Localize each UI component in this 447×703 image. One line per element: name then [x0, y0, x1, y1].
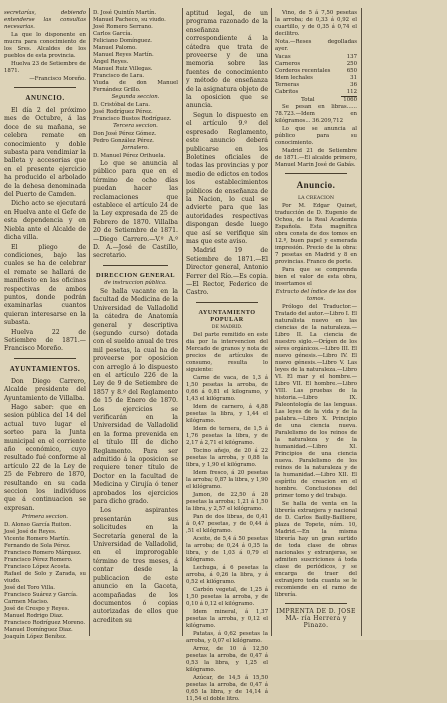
list-item: José Rodríguez Pérez.	[93, 109, 153, 115]
list-item: Carlos García.	[93, 31, 133, 37]
text-paragraph: Se pesan en libras...... 78.723.—Idem en kilógramos... 36.209,712	[275, 104, 357, 124]
text-paragraph: Del parte remitido en este dia por la intervencion del Mercado de granos y nota de precios de artículos de consumo, resulta lo siguiente:	[186, 331, 268, 373]
price-item: Azúcar, de 14,5 á 15,50 pesetas la arroba, de 0,47 á 0,65 la libra, y de 14,14 á 11,54 el doble litro.	[186, 674, 268, 702]
subsection-title: Extracto del índice de los dos tomos.	[275, 289, 357, 302]
imprint: IMPRENTA DE D. JOSE MA- ría Herrera y Pinazo.	[276, 608, 356, 629]
list-item: Manuel Domínguez Diaz.	[4, 627, 73, 634]
list-item: Francisco Rodríguez Moreno.	[4, 620, 86, 627]
list-item: Manuel Reyes Martín.	[93, 52, 154, 58]
section-title: AYUNTAMIENTO POPULAR	[198, 308, 256, 323]
list-item: D. Cristóbal de Lara.	[93, 102, 150, 108]
table-cell: 137	[346, 54, 357, 60]
table-cell: 36	[350, 82, 357, 88]
table-cell: 250	[346, 61, 357, 67]
signature-line: —Francisco Moreño.	[29, 76, 86, 82]
table-row	[275, 82, 357, 89]
section-title: ANUNCIO.	[25, 94, 65, 102]
list-item: Manuel Pacheco, su viudo.	[93, 17, 166, 23]
price-item: Jamon, de 22,50 á 28 pesetas la arroba; 1,21 á 1,50 la libra, y 2,57 el kilógramo.	[186, 491, 268, 512]
column-3	[186, 10, 268, 702]
list-item: Don José Pérez Gómez.	[93, 131, 157, 137]
date-line: Madrid 19 de Setiembre de 1871.—El Director general, Antonio Ferrer del Río.—Es copia.—El Rector, Federico de Castro.	[186, 247, 268, 297]
column-rule	[361, 8, 362, 636]
text-paragraph: Los aspirantes presentarán sus solicitudes en la Secretaría general de la Universidad de Valladolid, en el improrogable término de tres meses, á contar desde la publicacion de este anuncio en la Gaceta, acompañadas de los documentos ó copias autorizadas de ellos que acrediten su	[93, 507, 178, 624]
date-line: Huelva 22 de Setiembre de 1871.—Francisco Moreño.	[4, 328, 86, 353]
text-paragraph: Lo que se anuncia al público para que en el término de ocho días puedan hacer las reclamaciones que establece el artículo 24 de la Ley expresada de 25 de Febrero de 1870. Villalba 20 de Setiembre de 1871.—Diego Carrero.—V.º A.º D. A.—José de Castillo, secretario.	[93, 160, 178, 260]
column-1	[4, 10, 86, 641]
text-paragraph: Hago saber: que en sesion pública del 14 del actual tuvo lugar el sorteo para la Junta municipal en el corriente año económico, cuyo resultado fué conforme al artículo 22 de la Ley de 25 de Febrero de 1870, resultando en su cada seccion los individuos que á continuacion se expresan.	[4, 404, 86, 512]
list-item: Fernando de Sola Pérez.	[4, 543, 71, 550]
text-paragraph: Lo que se anuncia al público para su conocimiento.	[275, 126, 357, 146]
list-item: Francisco López Acosta.	[4, 564, 71, 571]
text-paragraph: secretarías, debiendo entenderse las consultas necesarias.	[4, 10, 86, 30]
text-paragraph: Se halla vacante en la facultad de Medicina de la Universidad de Valladolid la cátedra de Anatomía general y descriptiva (segundo curso) dotada con el sueldo anual de tres mil pesetas, la cual ha de proveerse por oposicion con arreglo á lo dispuesto en el artículo 226 de la Ley de 9 de Setiembre de 1857 y 8.º del Reglamento de 15 de Enero de 1870. Los ejercicios se verificarán en la Universidad de Valladolid en la forma prevenida en el título III de dicho Reglamento. Para ser admitido á la oposicion se requiere tener título de Doctor en la facultad de Medicina y Cirujía ó tener aprobados los ejercicios para dicho grado.	[93, 287, 178, 506]
date-line: Huelva 23 de Setiembre de 1871.	[4, 61, 86, 74]
list-item: Manuel Palomo.	[93, 45, 137, 51]
list-item: Viuda de don Manuel Fernández Grillo.	[93, 80, 178, 93]
table-row	[275, 61, 357, 68]
table-row	[275, 75, 357, 82]
text-paragraph: Segun lo dispuesto en el artículo 9.º del espresado Reglamento, este anuncio deberá publicarse en los Boletines oficiales de todas las provincias y por medio de edictos en todos los establecimientos públicos de enseñanza de la Nacion, lo cual se advierte para que las autoridades respectivas dispongan desde luego que así se verifique sin mas que este aviso.	[186, 111, 268, 245]
list-item: Francisco Bustos Rodríguez.	[93, 116, 172, 122]
section-title: AYUNTAMIENTOS.	[9, 364, 81, 373]
table-cell: Idem lechales	[275, 75, 313, 81]
subsection-title: de instruccion pública.	[104, 279, 167, 286]
table-cell: Corderos recentales	[275, 68, 331, 74]
list-item: Francisco de Lara.	[93, 73, 145, 79]
text-paragraph: Prólogo del Traductor.—Tratado del autor.—Libro I. El naturalista nuevo en las ciencias de la naturaleza.—Libro II. La ciencia de nuestro siglo.—Orígen de los séres orgánicos.—Libro III. El nuevo génesis.—Libro IV. El nuevo génesis.—Libro V. Las leyes de la naturaleza.—Libro VI. El mar y el hombre.—Libro VII. El hombre.—Libro VIII. Las pruebas de la historia.—Libro IX. Paleontología de las lenguas. Las leyes de la vida y de la palabra.—Libro X. Principio de una ciencia nueva. Paralelismo de los reinos de la naturaleza y de la humanidad.—Libro XI. Principios de una ciencia nueva. Paralelismo de los reinos de la naturaleza y de la humanidad.—Libro XII. El espíritu de creacion en el hombre. Conclusiones del primer tomo y del trabajo.	[275, 304, 357, 499]
table-row	[275, 54, 357, 61]
text-paragraph: Por M. Edgar Quinet, traducción de D. Eugenio de Ochoa, de la Real Academia Española. Esta magnífica obra consta de dos tomos en 12.º, buen papel y esmerada impresión. Precio de la obra: 7 pesetas en Madrid y 8 en provincias. Franco de porte.	[275, 203, 357, 265]
list-item: Rafael de Solo y Zarada, su viudo.	[4, 571, 86, 585]
list-item: Francisco Pérez Romero.	[4, 557, 73, 564]
table-cell: Vacas	[275, 54, 291, 60]
text-paragraph: La que lo disponente en mucra para conocimiento de los Sres. Alcaldes de los pueblos de esta provincia.	[4, 32, 86, 59]
text-paragraph: Se halla de venta en la librería extranjera y nacional de D. Carlos Bailly-Bailliere, plaza de Topete, núm. 10, Madrid.—En la misma librería hay un gran surtido de toda clase de obras nacionales y extranjeras, se admiten suscriciones á toda clase de periódicos, y se encarga de traer del extranjero toda cuanta se le recomiende en el ramo de librería.	[275, 501, 357, 598]
table-cell: Total	[301, 96, 315, 103]
list-item: Manuel Ruiz Villegas.	[93, 66, 153, 72]
list-item: Joaquín López Benítez.	[4, 634, 67, 641]
list-item: Feliciano Domínguez.	[93, 38, 153, 44]
subsection-title: DE MADRID.	[211, 324, 243, 330]
name-list	[93, 102, 178, 123]
section-title: Anuncio.	[296, 180, 336, 190]
column-2	[93, 10, 178, 634]
text-paragraph: Don Diego Carrero, Alcalde presidente del Ayuntamiento de Villalba.	[4, 377, 86, 402]
slaughter-table	[275, 54, 357, 104]
list-item: José de Crespo y Reyes.	[4, 606, 70, 613]
price-item: Carne de vaca, de 1,3 á 1,50 pesetas la arroba, de 0,66 á 0,81 el kilogramo, y 1,43 el kilógramo.	[186, 374, 268, 402]
table-cell: 112	[346, 89, 357, 95]
price-item: Tocino añejo, de 20 á 22 pesetas la arroba, y 0,88 la libra, y 1,90 el kilógramo.	[186, 447, 268, 468]
price-item: Patatas, á 0,62 pesetas la arroba, y 0,07 el kilógramo.	[186, 630, 268, 644]
name-list	[93, 153, 178, 160]
name-list	[93, 10, 178, 94]
subsection-title: Primera seccion.	[22, 514, 68, 521]
table-title: Nota.—Reses degolladas ayer.	[275, 39, 357, 52]
price-item: Aceite, de 5,4 á 50 pesetas la arroba; de 0,24 á 0,35 la libra, y de 1,03 á 0,79 el kilógramo.	[186, 535, 268, 563]
price-item: Idem de ternera, de 1,5 á 1,76 pesetas la libra, y de 2,17 á 2,71 el kilógramo.	[186, 425, 268, 446]
column-rule	[271, 8, 272, 636]
name-list	[4, 522, 86, 641]
list-item: D. José Quintín Martín.	[93, 10, 157, 16]
column-rule	[182, 8, 183, 636]
list-item: D. Alonso García Ruiton.	[4, 522, 72, 529]
table-total-row	[275, 97, 357, 105]
date-line: Madrid 21 de Setiembre de 1871.—El alcalde primero, Manuel Marin José de Gabás.	[275, 148, 357, 168]
column-4	[275, 10, 357, 634]
price-item: Idem fresco, á 20 pesetas la arroba; 0,87 la libra, y 1,90 el kilógramo.	[186, 469, 268, 490]
list-item: Vicente Romero Martín.	[4, 536, 70, 543]
text-paragraph: El pliego de condiciones, bajo las cuales se ha de celebrar el remate se hallará de manifiesto en las oficinas respectivas de ambos puntos, donde podrán examinarlas cuantos quieran interesarse en la subasta.	[4, 243, 86, 327]
section-title: DIRECCION GENERAL	[96, 271, 175, 279]
list-item: D. Manuel Pérez Orihuela.	[93, 153, 166, 159]
name-list	[93, 131, 178, 145]
table-cell: 650	[346, 68, 357, 74]
table-cell: Cabritos	[275, 89, 299, 96]
subsection-title: Tercera seccion.	[113, 123, 158, 129]
price-item: Idem de carnero, á 4,88 pesetas la libra, y 1,44 el kilógramo.	[186, 403, 268, 424]
table-row	[275, 68, 357, 75]
list-item: José José de Reyes.	[4, 529, 57, 536]
price-item: Idem mineral, á 1,37 pesetas la arroba, y 0,12 el kilógramo.	[186, 608, 268, 629]
price-item: Arroz, de 10 á 12,50 pesetas la arroba, de 0,47 á 0,53 la libra, y 1,25 el kilógramo.	[186, 645, 268, 673]
price-item: Carbón vegetal, de 1,25 á 1,50 pesetas la arroba, y de 0,10 á 0,12 el kilógramo.	[186, 586, 268, 607]
text-paragraph: El día 2 del próximo mes de Octubre, á las doce de su mañana, se celebra remate en conocimiento y doble subasta para vendimiar la balleta y accesorias que en el presente ejercicio ha producido el arbolado de la dehesa denominada del Puerto de Camden.	[4, 107, 86, 199]
text-paragraph: Vino, de 5 á 7,50 pesetas la arroba; de 0,33 á 0,92 el cuartillo, y de 0,35 á 0,74 el decilitro.	[275, 10, 357, 37]
list-item: José Romero Serrano.	[93, 24, 153, 30]
table-cell: 31	[350, 75, 357, 81]
table-cell: 1060	[341, 97, 357, 105]
table-cell: Carneros	[275, 61, 301, 67]
table-cell: Terneras	[275, 82, 300, 88]
divider	[285, 603, 347, 604]
divider	[103, 265, 168, 266]
text-paragraph: Dicho acto se ejecutará en Huelva ante el Gefe de esta dependencia y en Niebla ante el Alcalde de dicha villa.	[4, 200, 86, 242]
list-item: José del Toro Villa.	[4, 585, 56, 592]
text-paragraph: Para que se comprenda bien el valor de esta obra, insertamos el	[275, 267, 357, 287]
divider	[14, 87, 76, 88]
divider	[285, 173, 347, 174]
list-item: Ángel Reyes.	[93, 59, 129, 65]
table-row	[275, 89, 357, 97]
divider	[196, 302, 258, 303]
list-item: Pedro González Pérez.	[93, 138, 155, 144]
list-item: Francisco Romero Márquez.	[4, 550, 82, 557]
subsection-title: Segunda seccion.	[111, 94, 160, 100]
price-item: Lechuga, á 6 pesetas la arroba, á 0,26 la libra, y á 0,52 el kilógramo.	[186, 564, 268, 585]
text-paragraph: aptitud legal, de un programa razonado de la enseñanza correspondiente á la cátedra que trata de proveerse y de una memoria sobre las fuentes de conocimiento y método de enseñanza de la asignatura objeto de la oposicion que se anuncia.	[186, 10, 268, 110]
subsection-title: LA CREACION	[297, 196, 335, 201]
subsection-title: Jornalero.	[121, 145, 150, 151]
list-item: Carmen Maciso.	[4, 599, 49, 606]
price-item: Pan de dos libras, de 0,41 á 0,47 pesetas, y de 0,44 á ,51 el kilógramo.	[186, 513, 268, 534]
list-item: Francisco Suárez y García.	[4, 592, 78, 599]
column-rule	[89, 8, 90, 636]
divider	[14, 358, 76, 359]
list-item: Manuel Rodrigo Diaz.	[4, 613, 64, 620]
